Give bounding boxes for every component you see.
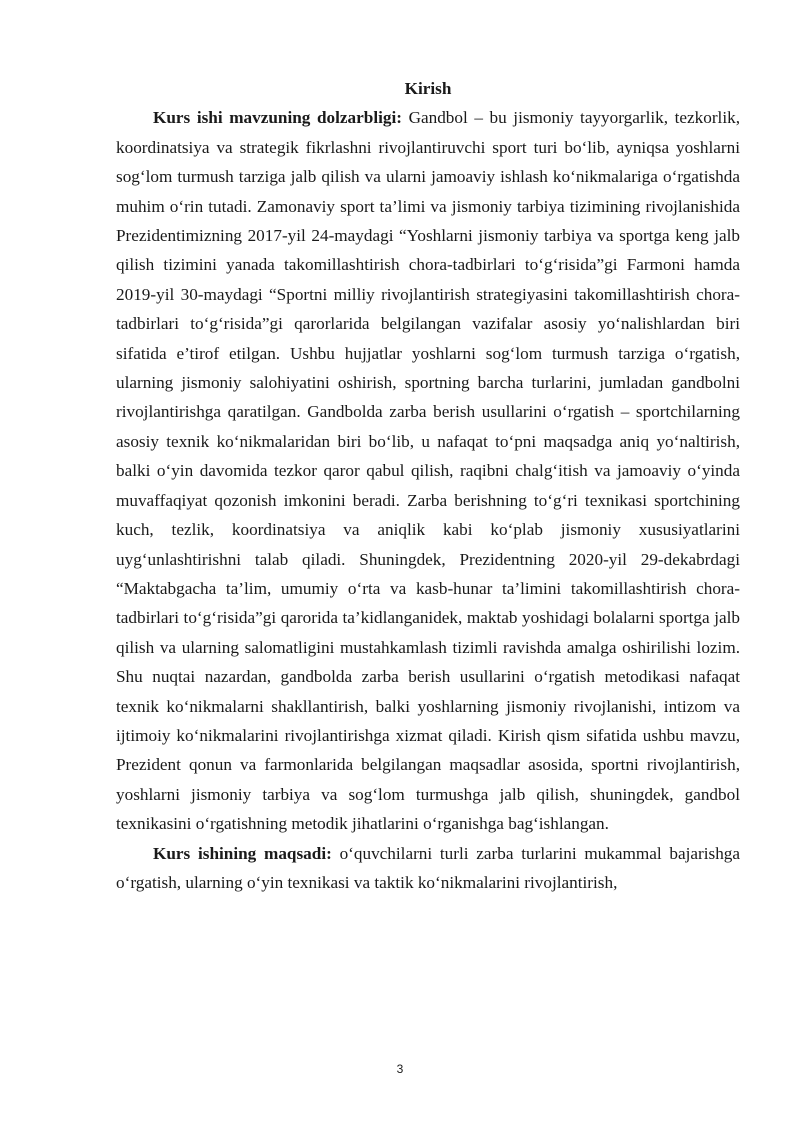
paragraph-text-goal: o‘quvchilarni turli zarba turlarini mukammal bajarishga o‘rgatish, ularning o‘yin texnikasi va taktik ko‘nikmalarini rivojlantirish,: [116, 843, 741, 892]
page-number: 3: [396, 1062, 404, 1076]
section-heading: Kirish: [404, 79, 452, 98]
paragraph-lead-relevance: Kurs ishi mavzuning dolzarbligi:: [153, 108, 402, 128]
page-body: [116, 74, 740, 897]
paragraph-lead-goal: Kurs ishining maqsadi:: [153, 843, 332, 863]
paragraph-goal: [116, 839, 740, 898]
paragraph-relevance: [116, 103, 740, 838]
paragraph-text-relevance: Gandbol – bu jismoniy tayyorgarlik, tezkorlik, koordinatsiya va strategik fikrlashni rivojlantiruvchi sport turi bo‘lib, ayniqsa yoshlarni sog‘lom turmush tarziga jalb qilish va ularni jamoaviy ishlash ko‘nikmalariga o‘rgatishda muhim o‘rin tutadi. Zamonaviy sport ta’limi va jismoniy tarbiya tizimining rivojlanishida Prezidentimizning 2017-yil 24-maydagi “Yoshlarni jismoniy tarbiya va sportga keng jalb qilish tizimini yanada takomillashtirish chora-tadbirlari to‘g‘risida”gi Farmoni hamda 2019-yil 30-maydagi “Sportni milliy rivojlantirish strategiyasini takomillashtirish chora-tadbirlari to‘g‘risida”gi qarorlarida belgilangan vazifalar asosiy yo‘nalishlardan biri sifatida e’tirof etilgan. Ushbu hujjatlar yoshlarni sog‘lom turmush tarziga o‘rgatish, ularning jismoniy salohiyatini oshirish, sportning barcha turlarini, jumladan gandbolni rivojlantirishga qaratilgan. Gandbolda zarba berish usullarini o‘rgatish – sportchilarning asosiy texnik ko‘nikmalaridan biri bo‘lib, u nafaqat to‘pni maqsadga aniq yo‘naltirish, balki o‘yin davomida tezkor qaror qabul qilish, raqibni chalg‘itish va jamoaviy o‘yinda muvaffaqiyat qozonish imkonini beradi. Zarba berishning to‘g‘ri texnikasi sportchining kuch, tezlik, koordinatsiya va aniqlik kabi ko‘plab jismoniy xususiyatlarini uyg‘unlashtirishni talab qiladi. Shuningdek, Prezidentning 2020-yil 29-dekabrdagi “Maktabgacha ta’lim, umumiy o‘rta va kasb-hunar ta’limini takomillashtirish chora-tadbirlari to‘g‘risida”gi qarorida ta’kidlanganidek, maktab yoshidagi bolalarni sportga jalb qilish va ularning salomatligini mustahkamlash tizimli ravishda amalga oshirilishi lozim. Shu nuqtai nazardan, gandbolda zarba berish usullarini o‘rgatish metodikasi nafaqat texnik ko‘nikmalarni shakllantirish, balki yoshlarning jismoniy rivojlanishi, intizom va ijtimoiy ko‘nikmalarini rivojlantirishga xizmat qiladi. Kirish qism sifatida ushbu mavzu, Prezident qonun va farmonlarida belgilangan maqsadlar asosida, sportni rivojlantirish, yoshlarni jismoniy tarbiya va sog‘lom turmushga jalb qilish, shuningdek, gandbol texnikasini o‘rgatishning metodik jihatlarini o‘rganishga bag‘ishlangan.: [116, 108, 741, 834]
